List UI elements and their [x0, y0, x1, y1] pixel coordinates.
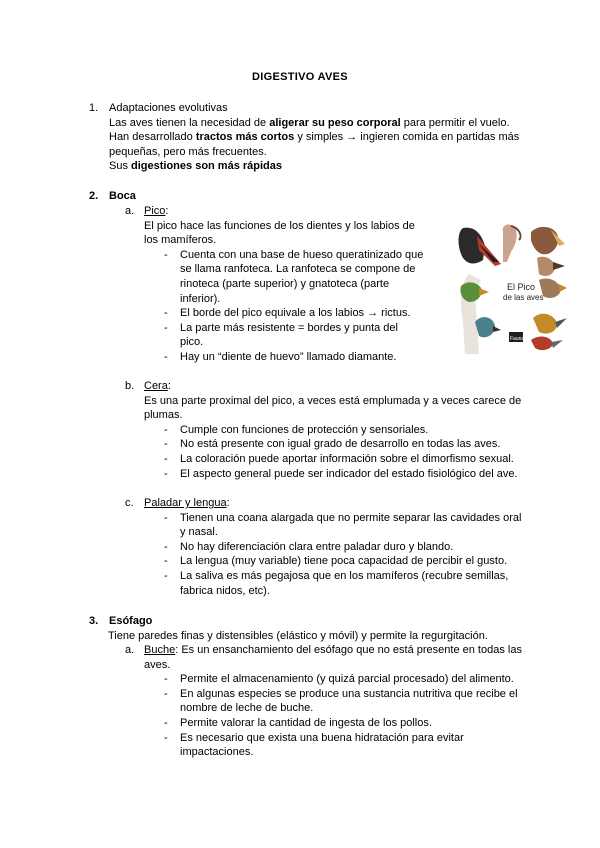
list-item: - Hay un “diente de huevo” llamado diamante. [161, 350, 431, 365]
list-item: - En algunas especies se produce una sustancia nutritiva que recibe el nombre de leche de buche. [161, 687, 545, 716]
subsection-letter: b. [125, 380, 135, 392]
logo-text: Fauna [510, 336, 525, 342]
subsection-letter: c. [125, 497, 134, 509]
paragraph-line: Las aves tienen la necesidad de aligerar su peso corporal para permitir el vuelo. [109, 116, 510, 129]
list-item: - No está presente con igual grado de desarrollo en todas las aves. [161, 437, 545, 452]
bullet-list [161, 511, 545, 599]
figure-caption: El Pico [507, 282, 536, 292]
section-number: 1. [89, 102, 99, 114]
subsection-cera: b. Cera: Es una parte proximal del pico, a veces está emplumada y a veces carece de plumas. - Cumple con funciones de protección y sensoriales. - No está presente con igual grado de desarrollo en todas las aves. - La coloración puede aportar información sobre el dimorfismo sexual. - El aspecto general puede ser indicador del estado fisiológico del ave. [125, 379, 545, 481]
list-item: - Permite valorar la cantidad de ingesta de los pollos. [161, 716, 545, 731]
subsection-letter: a. [125, 644, 135, 656]
paragraph-line: Han desarrollado tractos más cortos y simples → ingieren comida en partidas más [109, 131, 520, 144]
bird-blue-icon [475, 317, 495, 337]
bird-red-icon [531, 337, 553, 351]
list-item: - La saliva es más pegajosa que en los mamíferos (recubre semillas, fabrica nidos, etc). [161, 569, 545, 598]
section-boca [89, 189, 136, 204]
subsection-letter: a. [125, 205, 135, 217]
section-adaptaciones [89, 101, 529, 174]
section-heading: Adaptaciones evolutivas [109, 102, 228, 114]
paragraph-line: Es una parte proximal del pico, a veces está emplumada y a veces carece de [144, 394, 522, 407]
bullet-list [161, 248, 431, 365]
list-item: - Permite el almacenamiento (y quizá parcial procesado) del alimento. [161, 672, 545, 687]
subsection-pico: a. Pico: El pico hace las funciones de los dientes y los labios de los mamíferos. - Cuenta con una base de hueso queratinizado que se llama ranfoteca. La ranfoteca se compone de rinoteca (parte superior) y gnatoteca (parte inferior). - El borde del pico equivale a los labios → rictus. - La parte más resistente = bordes y punta del pico. - Hay un “diente de huevo” llamado diamante. [125, 204, 435, 365]
section-number: 3. [89, 615, 99, 627]
paragraph-line: El pico hace las funciones de los dientes y los labios de [144, 219, 415, 232]
list-item: - No hay diferenciación clara entre paladar duro y blando. [161, 540, 545, 555]
bold-phrase: tractos más cortos [195, 131, 295, 144]
figure-caption: de las aves [503, 293, 544, 302]
bird-vulture-icon [531, 227, 558, 254]
bird-woodpecker-icon [533, 314, 557, 334]
list-item: - La coloración puede aportar información sobre el dimorfismo sexual. [161, 452, 545, 467]
bird-sparrow-icon [537, 257, 555, 276]
list-item: - La lengua (muy variable) tiene poca capacidad de percibir el gusto. [161, 554, 545, 569]
paragraph-line: los mamíferos. [144, 234, 217, 247]
paragraph-line: aves. [144, 658, 171, 671]
section-heading: Esófago [109, 615, 153, 627]
subsection-title: Paladar y lengua [144, 497, 227, 509]
bird-beaks-figure [455, 222, 567, 354]
section-heading: Boca [109, 190, 136, 202]
list-item: - El aspecto general puede ser indicador del estado fisiológico del ave. [161, 467, 545, 482]
paragraph-line: Sus digestiones son más rápidas [109, 160, 283, 173]
list-item: - Cuenta con una base de hueso queratinizado que se llama ranfoteca. La ranfoteca se compone de rinoteca (parte superior) y gnatoteca (parte inferior). [161, 248, 431, 306]
section-esofago [89, 614, 539, 643]
list-item: - La parte más resistente = bordes y punta del pico. [161, 321, 431, 350]
paragraph-line: Tiene paredes finas y distensibles (elástico y móvil) y permite la regurgitación. [108, 629, 488, 642]
list-item: - Tienen una coana alargada que no permite separar las cavidades oral y nasal. [161, 511, 545, 540]
list-item: - El borde del pico equivale a los labios → rictus. [161, 306, 431, 321]
bold-phrase: digestiones son más rápidas [131, 160, 283, 173]
subsection-paladar: c. Paladar y lengua: - Tienen una coana alargada que no permite separar las cavidades oral y nasal. - No hay diferenciación clara entre paladar duro y blando. - La lengua (muy variable) tiene poca capacidad de percibir el gusto. - La saliva es más pegajosa que en los mamíferos (recubre semillas, fabrica nidos, etc). [125, 496, 545, 598]
paragraph-line: plumas. [144, 409, 183, 422]
subsection-title: Buche [144, 644, 176, 656]
subsection-buche: a. Buche: Es un ensanchamiento del esófago que no está presente en todas las aves. - Permite el almacenamiento (y quizá parcial procesado) del alimento. - En algunas especies se produce una sustancia nutritiva que recibe el nombre de leche de buche. - Permite valorar la cantidad de ingesta de los pollos. - Es necesario que exista una buena hidratación para evitar impactaciones. [125, 643, 545, 760]
bullet-list [161, 423, 545, 481]
bold-phrase: aligerar su peso corporal [269, 116, 401, 129]
bird-flamingo-icon [503, 225, 517, 262]
bullet-list [161, 672, 545, 760]
document-title: DIGESTIVO AVES [252, 71, 348, 83]
list-item: - Es necesario que exista una buena hidratación para evitar impactaciones. [161, 731, 545, 760]
paragraph-line: pequeñas, pero más frecuentes. [109, 145, 267, 158]
section-number: 2. [89, 190, 99, 202]
subsection-title: Pico [144, 205, 166, 217]
subsection-title: Cera [144, 380, 168, 392]
list-item: - Cumple con funciones de protección y sensoriales. [161, 423, 545, 438]
